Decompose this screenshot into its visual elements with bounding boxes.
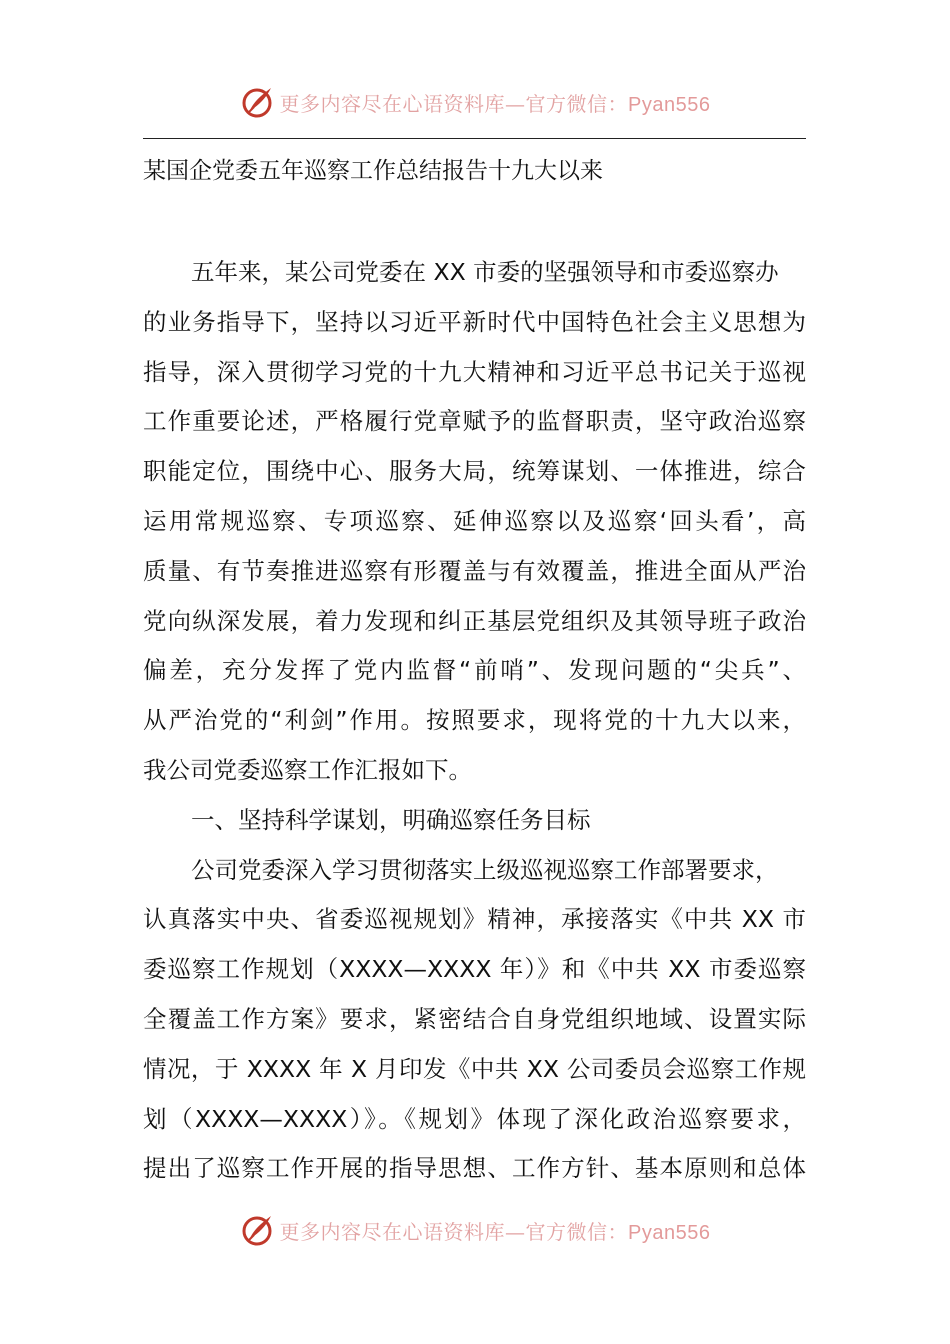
- document-title: 某国企党委五年巡察工作总结报告十九大以来: [143, 158, 603, 184]
- wechat-id: Pyan556: [628, 1221, 711, 1244]
- body-line: 工作重要论述，严格履行党章赋予的监督职责，坚守政治巡察: [143, 407, 806, 436]
- body-line: 五年来，某公司党委在 XX 市委的坚强领导和市委巡察办: [191, 258, 779, 286]
- header-watermark-text: 更多内容尽在心语资料库—官方微信：Pyan556: [279, 91, 711, 116]
- header-rule: [143, 138, 806, 139]
- body-line: 运用常规巡察、专项巡察、延伸巡察以及巡察‘回头看’，高: [143, 506, 806, 535]
- body-line: 公司党委深入学习贯彻落实上级巡视巡察工作部署要求，: [191, 855, 779, 884]
- body-line: 我公司党委巡察工作汇报如下。: [143, 755, 472, 784]
- body-line: 认真落实中央、省委巡视规划》精神，承接落实《中共 XX 市: [143, 905, 806, 934]
- footer-watermark-banner: [0, 1210, 950, 1250]
- body-line: 划（XXXX—XXXX）》。《规划》体现了深化政治巡察要求，: [143, 1104, 806, 1133]
- body-line: 质量、有节奏推进巡察有形覆盖与有效覆盖，推进全面从严治: [143, 556, 806, 585]
- footer-watermark-text: 更多内容尽在心语资料库—官方微信：Pyan556: [279, 1219, 711, 1244]
- body-line: 全覆盖工作方案》要求，紧密结合自身党组织地域、设置实际: [143, 1004, 806, 1033]
- header-watermark-banner: [0, 82, 950, 122]
- body-line: 提出了巡察工作开展的指导思想、工作方针、基本原则和总体: [143, 1154, 806, 1183]
- quill-logo-icon: [240, 1212, 276, 1248]
- body-line: 情况，于 XXXX 年 X 月印发《中共 XX 公司委员会巡察工作规: [143, 1054, 806, 1083]
- body-line: 从严治党的“利剑”作用。按照要求，现将党的十九大以来，: [143, 706, 806, 735]
- body-line: 党向纵深发展，着力发现和纠正基层党组织及其领导班子政治: [143, 606, 806, 635]
- body-line: 偏差，充分发挥了党内监督“前哨”、发现问题的“尖兵”、: [143, 656, 806, 685]
- body-line: 职能定位，围绕中心、服务大局，统筹谋划、一体推进，综合: [143, 457, 806, 486]
- body-line: 委巡察工作规划（XXXX—XXXX 年）》和《中共 XX 市委巡察: [143, 955, 806, 984]
- section-heading: 一、坚持科学谋划，明确巡察任务目标: [191, 805, 591, 834]
- wechat-id: Pyan556: [628, 93, 711, 116]
- quill-logo-icon: [240, 84, 276, 120]
- document-body: [143, 248, 806, 1194]
- body-line: 的业务指导下，坚持以习近平新时代中国特色社会主义思想为: [143, 307, 806, 336]
- body-line: 指导，深入贯彻学习党的十九大精神和习近平总书记关于巡视: [143, 357, 806, 386]
